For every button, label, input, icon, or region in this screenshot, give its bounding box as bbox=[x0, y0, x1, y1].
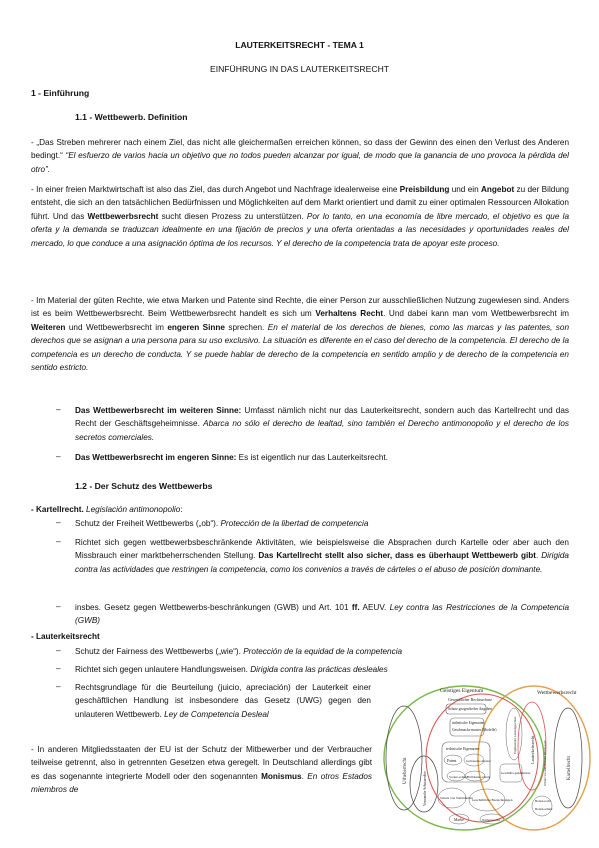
label-schutz-web: Schutz von Webinhalten bbox=[440, 796, 473, 800]
paragraph-market bbox=[31, 183, 569, 250]
document-title: LAUTERKEITSRECHT - TEMA 1 bbox=[235, 40, 364, 50]
para-text: - In einer freien Marktwirtschaft ist also das Ziel, das durch Angebot und Nachfrage idealerweise eine bbox=[31, 185, 400, 194]
bullet-translation: Abarca no sólo el derecho de lealtad, sino también el Derecho antimonopolio y el derecho de los secretos comerciales. bbox=[75, 419, 569, 442]
label-namensrecht: Namensrecht bbox=[482, 818, 500, 822]
bullet-text: Umfasst nämlich nicht nur das Lauterkeitsrecht, sondern auch das Kartellrecht und das Recht der Geschäftsgeheimnisse. bbox=[75, 406, 569, 429]
para-text: und ein bbox=[449, 185, 481, 194]
label-bodenschutz: Boden-schutz bbox=[535, 807, 553, 811]
label-lauterkeit: Lauterkeitsrecht bbox=[530, 735, 535, 764]
label-verwandte: Verwandte Schutzrechte bbox=[423, 771, 427, 806]
bullet-text: . bbox=[535, 551, 542, 561]
lauter-bullet-1 bbox=[75, 645, 569, 658]
label-ergaenzender: Ergänzender Leistungsschutz bbox=[513, 716, 517, 754]
label-bodenrecht: Boden-recht bbox=[535, 799, 551, 803]
bullet-translation: Ley contra las Restricciones de la Competencia (GWB) bbox=[75, 603, 569, 626]
label-geistiges: Geistiges Eigentum bbox=[440, 688, 484, 694]
para-text: - Im Material der güten Rechte, wie etwa Marken und Patente sind Rechte, die einer Person zur ausschließlichen Nutzung zugewiesen sind. Anders ist es beim Wettbewerbsrecht. Beim Wettbewerbsrecht handelt es sich um bbox=[31, 296, 569, 319]
bullet-translation: Protección de la libertad de competencia bbox=[220, 519, 369, 528]
section-heading-1: 1 - Einführung bbox=[31, 88, 90, 98]
bullet-text: Schutz der Fairness des Wettbewerbs („wie“). bbox=[75, 647, 244, 656]
dash-marker: – bbox=[56, 405, 61, 414]
kartellrecht-heading bbox=[31, 503, 569, 516]
label-geschaeftl: Geschäftliche Bezeichnungen bbox=[472, 798, 513, 802]
para-translation: Legislación antimonopolio bbox=[83, 505, 181, 514]
bullet-text: AEUV. bbox=[359, 603, 390, 612]
dash-marker: – bbox=[56, 602, 61, 611]
bullet-bold: ff. bbox=[351, 603, 360, 612]
dash-marker: – bbox=[56, 646, 61, 655]
para-text: sprechen. bbox=[224, 322, 268, 332]
bullet-text: Schutz der Freiheit Wettbewerbs („ob“). bbox=[75, 519, 221, 528]
para-bold: - Lauterkeitsrecht bbox=[31, 632, 100, 641]
bullet-bold: Das Wettbewerbsrecht im weiteren Sinne: bbox=[75, 406, 242, 415]
section-heading-1-2: 1.2 - Der Schutz des Wettbewerbs bbox=[75, 481, 213, 491]
paragraph-rights bbox=[31, 294, 569, 374]
bullet-text: insbes. Gesetz gegen Wettbewerbs-beschränkungen (GWB) und Art. 101 bbox=[75, 603, 352, 612]
label-gewerblicher: Gewerblicher Rechtsschutz bbox=[448, 697, 492, 702]
dash-marker: – bbox=[56, 452, 61, 461]
para-translation: En el material de los derechos de bienes, como las marcas y las patentes, son derechos que se asignan a una persona para su uso exclusivo. La situación es diferente en el caso del derecho de la competencia. El derecho de la competencia es un derecho de conducta. Y se puede hablar de derecho de la competencia en sentido amplio y de derecho de la competencia en sentido estricto. bbox=[31, 322, 569, 373]
kartell-bullet-3 bbox=[75, 601, 569, 628]
section-heading-1-1: 1.1 - Wettbewerb. Definition bbox=[75, 112, 188, 122]
para-text: - In anderen Mitgliedsstaaten der EU ist der Schutz der Mitbewerber und der Verbraucher teilweise getrennt, also in getrennten Gesetzen etwa geregelt. In Deutschland allerdings gibt es das sogenannte integrierte Modell oder den sogenannten bbox=[31, 745, 372, 781]
para-bold: Preisbildung bbox=[399, 185, 450, 194]
bullet-translation: Ley de Competencia Desleal bbox=[164, 709, 269, 719]
lauterkeitsrecht-heading bbox=[31, 630, 569, 643]
para-bold: engeren Sinne bbox=[167, 322, 225, 332]
bullet-bold: Das Kartellrecht stellt also sicher, dass es überhaupt Wettbewerb gibt bbox=[258, 551, 536, 561]
para-translation: “El esfuerzo de varios hacia un objetivo que no todos pueden alcanzar por igual, de modo que la ganancia de uno provoca la pérdida del otro”. bbox=[31, 151, 569, 174]
bullet-text: Es ist eigentlich nur das Lauterkeitsrecht. bbox=[236, 453, 388, 462]
bullet-weiteren-sinne bbox=[75, 404, 569, 444]
document-subtitle: EINFÜHRUNG IN DAS LAUTERKEITSRECHT bbox=[209, 64, 390, 74]
label-geschaeftsgeheim: Geschäfts-geheimnisse bbox=[501, 771, 531, 775]
bullet-bold: Das Wettbewerbsrecht im engeren Sinne: bbox=[75, 453, 237, 462]
bullet-text: Richtet sich gegen unlautere Handlungsweisen. bbox=[75, 665, 251, 674]
bullet-translation: Protección de la equidad de la competencia bbox=[243, 647, 403, 656]
para-text: . bbox=[301, 771, 308, 781]
label-kartellrecht: Kartellrecht bbox=[567, 756, 572, 780]
label-aesthetische: ästhetische Eigenarten bbox=[452, 721, 485, 725]
bullet-engeren-sinne bbox=[75, 451, 569, 464]
dash-marker: – bbox=[56, 518, 61, 527]
para-bold: Verhaltens Recht bbox=[315, 309, 384, 319]
para-text: und Wettbewerbsrecht im bbox=[65, 322, 168, 332]
dash-marker: – bbox=[56, 664, 61, 673]
dash-marker: – bbox=[56, 682, 61, 691]
para-text: . Und dabei kann man vom Wettbewerbsrecht im bbox=[383, 309, 569, 319]
para-bold: Angebot bbox=[480, 185, 515, 194]
kartell-bullet-1 bbox=[75, 517, 569, 530]
para-text: - „Das Streben mehrerer nach einem Ziel, das nicht alle gleichermaßen erreichen können, so dass der Gewinn des einen den Verlust des Anderen bedingt.“ bbox=[31, 138, 569, 161]
label-patent: Patent bbox=[447, 759, 457, 763]
kartell-bullet-2 bbox=[75, 536, 569, 576]
rights-overview-diagram bbox=[382, 684, 592, 832]
paragraph-member-states bbox=[31, 743, 372, 797]
para-text: sucht diesen Prozess zu unterstützen. bbox=[158, 211, 307, 221]
dash-marker: – bbox=[56, 537, 61, 546]
lauter-bullet-2 bbox=[75, 663, 569, 676]
bullet-translation: Dirigida contra las prácticas desleales bbox=[250, 665, 388, 674]
paragraph-definition bbox=[31, 136, 569, 176]
bullet-translation: Dirigida contra las actividades que restringen la competencia, como los convenios a través de cárteles o el abuso de posición dominante. bbox=[75, 551, 569, 574]
para-translation: En otros Estados miembros de bbox=[31, 771, 372, 795]
label-halbleiter: Halbleiter-schutz bbox=[467, 775, 491, 779]
para-bold: - Kartellrecht. bbox=[31, 505, 84, 514]
label-wettbewerbsrecht: Wettbewerbsrecht bbox=[537, 690, 577, 696]
para-text: : bbox=[180, 505, 183, 514]
label-schutz-geo: Schutz geografischer Angaben bbox=[448, 707, 492, 711]
bullet-text: Richtet sich gegen wettbewerbsbeschränkende Aktivitäten, wie beispielsweise die Absprachen durch Kartelle oder aber auch den Missbrauch einer marktbeherrschenden Stellung. bbox=[75, 538, 569, 561]
para-bold: Monismus bbox=[261, 771, 302, 781]
para-text: zu der Bildung entsteht, die sich an den tatsächlichen Bedürfnissen und Möglichkeiten auf dem Markt orientiert und damit zu einer optimalen Ressourcen Allokation führt. Und das bbox=[31, 185, 569, 221]
bullet-text: Rechtsgrundlage für die Beurteilung (juicio, apreciación) der Lauterkeit einer geschäftlichen Handlung ist insbesondere das Gesetz (UWG) gegen den unlauteren Wettbewerb. bbox=[75, 683, 371, 719]
label-technische: technische Eigenarten bbox=[446, 747, 480, 751]
para-bold: Weiteren bbox=[31, 322, 66, 332]
para-bold: Wettbewerbsrecht bbox=[87, 211, 159, 221]
label-schutz-vor: Schutz vor anlehnender Wettbewerb bbox=[543, 739, 547, 786]
label-marke: Marke bbox=[454, 818, 464, 822]
label-geschmack: Geschmacks-muster (Modelle) bbox=[452, 728, 497, 732]
label-urheberrecht: Urheberrecht bbox=[403, 757, 408, 784]
label-gebrauch: Gebrauchs-muster bbox=[466, 759, 491, 763]
lauter-bullet-3 bbox=[75, 681, 371, 721]
label-sorten: Sorten-schutz bbox=[449, 775, 468, 779]
para-translation: Por lo tanto, en una economía de libre mercado, el objetivo es que la oferta y la demanda se traduzcan idealmente en una fijación de precios y una oferta orientadas a las necesidades y oportunidades reales del mercado, lo que conduce a una asignación óptima de los recursos. Y el derecho de la competencia trata de apoyar este proceso. bbox=[31, 211, 570, 248]
